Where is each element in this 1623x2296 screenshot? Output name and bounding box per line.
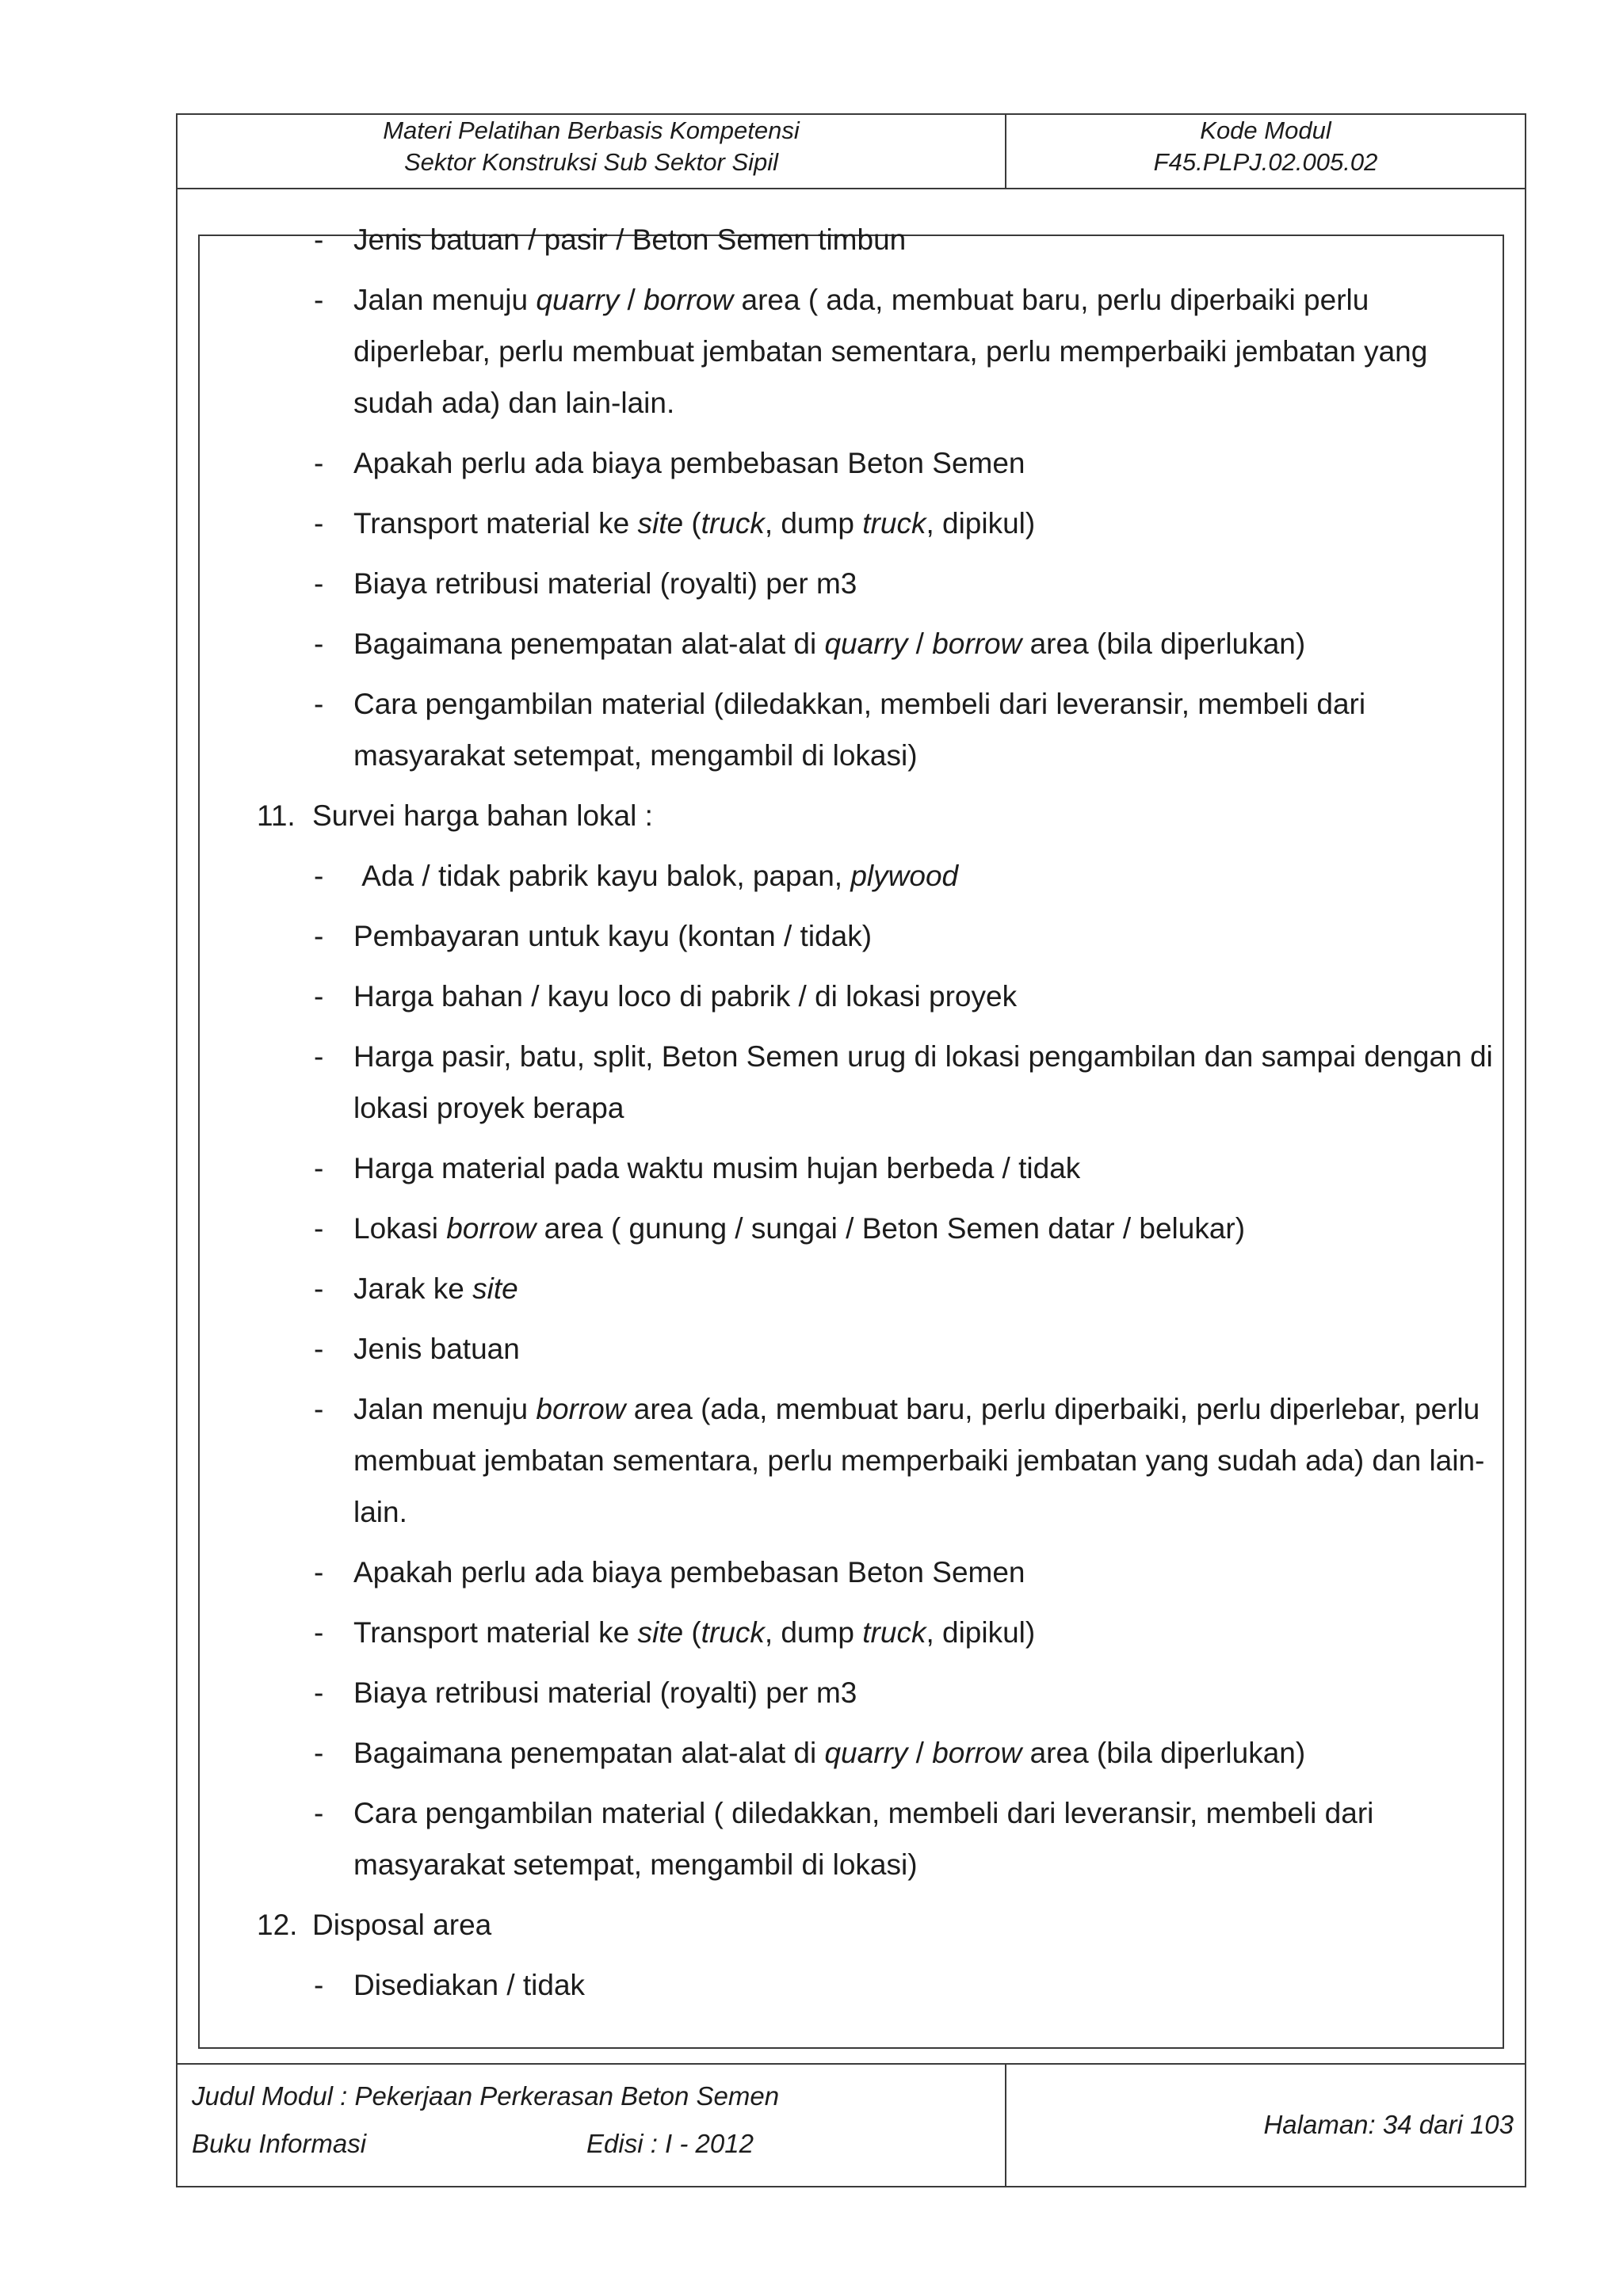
- list-item: [200, 274, 1499, 429]
- text-segment: Ada / tidak pabrik kayu balok, papan,: [353, 860, 851, 892]
- item-text: [353, 1676, 857, 1709]
- list-item: [200, 1787, 1499, 1890]
- text-segment: Cara pengambilan material (diledakkan, membeli dari leveransir, membeli dari masyarakat setempat, mengambil di lokasi): [353, 688, 1374, 772]
- italic-term: site: [472, 1272, 518, 1305]
- footer-title-value: Pekerjaan Perkerasan Beton Semen: [354, 2081, 780, 2111]
- bullet-dash: -: [314, 860, 324, 892]
- bullet-dash: -: [314, 1393, 324, 1425]
- list-item: [200, 910, 1499, 962]
- bullet-dash: -: [314, 447, 324, 479]
- footer-divider: [176, 2063, 1526, 2065]
- list-item: [200, 1031, 1502, 1134]
- text-segment: Transport material ke: [353, 507, 638, 540]
- list-item: [200, 558, 1499, 609]
- italic-term: quarry: [536, 284, 620, 316]
- text-segment: area (bila diperlukan): [1022, 1737, 1306, 1769]
- item-text: [353, 688, 1373, 772]
- italic-term: truck: [862, 1616, 926, 1649]
- header-title-line1: Materi Pelatihan Berbasis Kompetensi: [383, 116, 800, 144]
- item-text: [312, 799, 653, 832]
- list-item: [200, 1547, 1499, 1598]
- list-item: [200, 678, 1499, 781]
- list-item: [200, 1263, 1499, 1314]
- text-segment: Jenis batuan: [353, 1333, 520, 1365]
- footer-book-type: Buku Informasi: [192, 2129, 367, 2158]
- item-text: [353, 1969, 585, 2001]
- item-text: [353, 920, 872, 952]
- italic-term: plywood: [850, 860, 959, 892]
- text-segment: (: [683, 1616, 701, 1649]
- text-segment: Disediakan / tidak: [353, 1969, 586, 2001]
- bullet-dash: -: [314, 1737, 324, 1769]
- item-text: [353, 1797, 1382, 1881]
- italic-term: borrow: [643, 284, 734, 316]
- text-segment: (: [683, 507, 701, 540]
- text-segment: Jarak ke: [353, 1272, 473, 1305]
- bullet-dash: -: [314, 1040, 324, 1073]
- text-segment: Cara pengambilan material ( diledakkan, membeli dari leveransir, membeli dari masyarakat setempat, mengambil di lokasi): [353, 1797, 1382, 1881]
- text-segment: area (ada, membuat baru, perlu diperbaiki, perlu diperlebar, perlu membuat jembatan sementara, perlu memperbaiki jembatan yang sudah ada) dan lain-lain.: [353, 1393, 1488, 1528]
- item-text: [312, 1909, 491, 1941]
- list-item: [200, 437, 1499, 489]
- text-segment: /: [907, 1737, 933, 1769]
- italic-term: truck: [701, 1616, 765, 1649]
- bullet-dash: -: [314, 980, 324, 1013]
- bullet-dash: -: [314, 1969, 324, 2001]
- italic-term: borrow: [446, 1212, 537, 1245]
- item-text: [353, 447, 1025, 479]
- section-heading: [200, 790, 1499, 841]
- section-number: 12.: [257, 1909, 298, 1941]
- italic-term: site: [637, 1616, 684, 1649]
- list-item: [200, 1203, 1499, 1254]
- text-segment: /: [619, 284, 644, 316]
- list-item: [200, 850, 1499, 902]
- list-item: [200, 971, 1499, 1022]
- text-segment: /: [907, 627, 933, 660]
- list-item: [200, 1142, 1499, 1194]
- footer-edition: Edisi : I - 2012: [586, 2129, 754, 2158]
- text-segment: Jalan menuju: [353, 1393, 537, 1425]
- italic-term: borrow: [932, 1737, 1022, 1769]
- header-module-code: [1006, 115, 1525, 178]
- header-code-value: F45.PLPJ.02.005.02: [1153, 148, 1378, 176]
- text-segment: Apakah perlu ada biaya pembebasan Beton Semen: [353, 1556, 1025, 1589]
- item-text: [353, 627, 1305, 660]
- header-divider: [176, 188, 1526, 189]
- item-text: [353, 1333, 520, 1365]
- header-module-title: [178, 115, 1005, 178]
- text-segment: Biaya retribusi material (royalti) per m3: [353, 1676, 857, 1709]
- bullet-dash: -: [314, 1152, 324, 1184]
- text-segment: Transport material ke: [353, 1616, 638, 1649]
- header-title-line2: Sektor Konstruksi Sub Sektor Sipil: [403, 148, 779, 176]
- bullet-dash: -: [314, 1272, 324, 1305]
- text-segment: Harga material pada waktu musim hujan berbeda / tidak: [353, 1152, 1081, 1184]
- header-code-label: Kode Modul: [1200, 116, 1331, 144]
- content-list: [200, 223, 1502, 2019]
- text-segment: area (bila diperlukan): [1022, 627, 1306, 660]
- bullet-dash: -: [314, 1616, 324, 1649]
- list-item: [200, 1959, 1499, 2011]
- item-text: [353, 1556, 1025, 1589]
- list-item: [200, 1323, 1499, 1375]
- item-text: [353, 1212, 1245, 1245]
- item-text: [353, 1737, 1305, 1769]
- list-item: [200, 1607, 1499, 1658]
- item-text: [353, 1616, 1035, 1649]
- list-item: [200, 1727, 1499, 1779]
- italic-term: quarry: [824, 627, 908, 660]
- bullet-dash: -: [314, 1556, 324, 1589]
- text-segment: Bagaimana penempatan alat-alat di: [353, 627, 825, 660]
- text-segment: Harga pasir, batu, split, Beton Semen urug di lokasi pengambilan dan sampai dengan di lokasi proyek berapa: [353, 1040, 1502, 1124]
- footer-module-title: [192, 2081, 779, 2112]
- text-segment: Pembayaran untuk kayu (kontan / tidak): [353, 920, 873, 952]
- item-text: [353, 1040, 1501, 1124]
- item-text: [353, 567, 857, 600]
- bullet-dash: -: [314, 627, 324, 660]
- text-segment: Apakah perlu ada biaya pembebasan Beton Semen: [353, 447, 1025, 479]
- item-text: [353, 507, 1035, 540]
- item-text: [353, 1272, 518, 1305]
- bullet-dash: -: [314, 920, 324, 952]
- italic-term: quarry: [824, 1737, 908, 1769]
- list-item: [200, 214, 1499, 265]
- bullet-dash: -: [314, 284, 324, 316]
- bullet-dash: -: [314, 507, 324, 540]
- list-item: [200, 1667, 1499, 1718]
- item-text: [353, 860, 958, 892]
- item-text: [353, 223, 906, 256]
- bullet-dash: -: [314, 1333, 324, 1365]
- item-text: [353, 1152, 1080, 1184]
- italic-term: truck: [862, 507, 926, 540]
- bullet-dash: -: [314, 688, 324, 720]
- text-segment: Bagaimana penempatan alat-alat di: [353, 1737, 825, 1769]
- text-segment: , dipikul): [926, 507, 1036, 540]
- text-segment: Jenis batuan / pasir / Beton Semen timbun: [353, 223, 907, 256]
- text-segment: , dipikul): [926, 1616, 1036, 1649]
- text-segment: area ( ada, membuat baru, perlu diperbaiki perlu diperlebar, perlu membuat jembatan sementara, perlu memperbaiki jembatan yang sudah ada) dan lain-lain.: [353, 284, 1436, 419]
- bullet-dash: -: [314, 567, 324, 600]
- bullet-dash: -: [314, 1212, 324, 1245]
- section-heading: [200, 1899, 1499, 1951]
- text-segment: Biaya retribusi material (royalti) per m3: [353, 567, 857, 600]
- bullet-dash: -: [314, 1797, 324, 1829]
- footer-title-label: Judul Modul :: [192, 2081, 348, 2111]
- text-segment: , dump: [764, 1616, 863, 1649]
- text-segment: Lokasi: [353, 1212, 447, 1245]
- italic-term: truck: [701, 507, 765, 540]
- footer-page-number: Halaman: 34 dari 103: [1263, 2110, 1514, 2139]
- text-segment: Harga bahan / kayu loco di pabrik / di lokasi proyek: [353, 980, 1018, 1013]
- item-text: [353, 284, 1436, 419]
- list-item: [200, 618, 1499, 669]
- italic-term: borrow: [932, 627, 1022, 660]
- bullet-dash: -: [314, 1676, 324, 1709]
- list-item: [200, 498, 1499, 549]
- italic-term: borrow: [536, 1393, 626, 1425]
- bullet-dash: -: [314, 223, 324, 256]
- text-segment: , dump: [764, 507, 863, 540]
- text-segment: Jalan menuju: [353, 284, 537, 316]
- text-segment: Disposal area: [312, 1909, 492, 1941]
- section-number: 11.: [257, 799, 296, 832]
- italic-term: site: [637, 507, 684, 540]
- text-segment: area ( gunung / sungai / Beton Semen datar / belukar): [536, 1212, 1246, 1245]
- text-segment: Survei harga bahan lokal :: [312, 799, 653, 832]
- item-text: [353, 1393, 1488, 1528]
- item-text: [353, 980, 1017, 1013]
- list-item: [200, 1383, 1499, 1538]
